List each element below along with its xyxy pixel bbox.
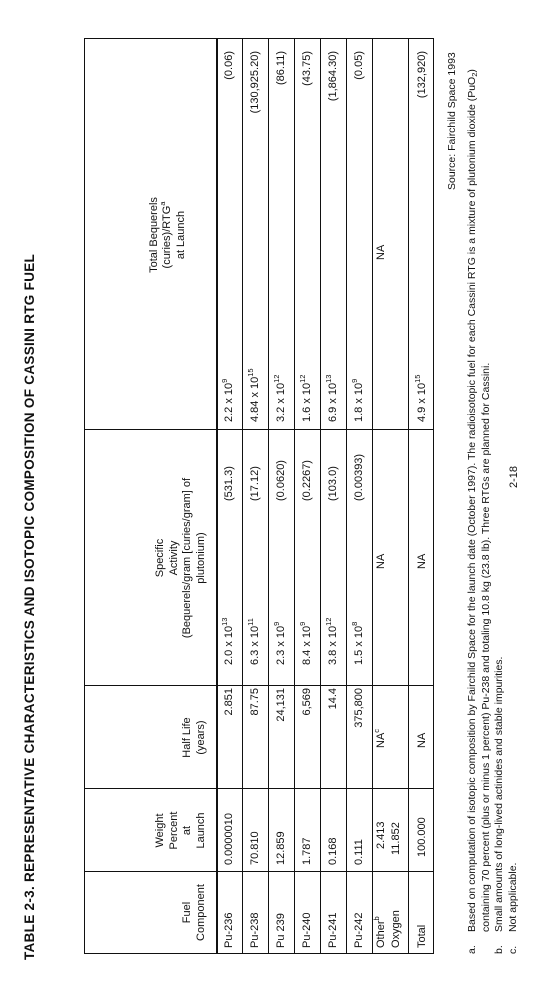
cell-text: 1.787	[301, 837, 313, 865]
total-curies-cell	[275, 51, 288, 85]
header-text: Specific	[154, 538, 166, 578]
header-text: Fuel	[181, 901, 193, 924]
cell-text: 0.0000010	[223, 813, 235, 865]
cell-text: 1.6 x 10	[301, 382, 313, 422]
header-divider	[216, 39, 218, 953]
specific-activity-cell	[246, 618, 262, 665]
total-curies-cell	[223, 51, 236, 80]
footnote-text: Based on computation of isotopic composition by Fairchild Space for the launch date (October 1997). The radioisotopic fuel for each Cassini RTG is a mixture of plutonium dioxide (PuO	[466, 76, 478, 932]
cell-text: 87.75	[249, 688, 261, 716]
total-bequerels-cell	[246, 368, 262, 422]
header-fuel-component	[85, 872, 216, 953]
header-text: Percent	[167, 811, 180, 850]
page-number: 2-18	[508, 465, 520, 488]
cell-text: (0.2267)	[301, 460, 313, 501]
cell-text: 14.4	[327, 688, 339, 710]
row-divider	[242, 39, 243, 953]
footnote-c	[507, 28, 521, 954]
activity-curies-cell	[327, 466, 340, 501]
half-life-cell	[249, 688, 262, 716]
exponent: 9	[350, 378, 359, 383]
fuel-component-cell	[301, 913, 314, 948]
other-activity: NA	[375, 553, 387, 569]
exponent: 12	[298, 374, 307, 383]
cell-text: (0.06)	[223, 51, 235, 80]
exponent: 9	[298, 621, 307, 626]
header-text: Total Bequerels	[147, 197, 160, 273]
weight-percent-cell	[353, 839, 366, 865]
cell-text: 24,131	[275, 688, 287, 722]
header-text: plutonium)	[194, 532, 207, 584]
total-curies-cell	[353, 51, 366, 80]
header-text: Activity	[167, 540, 180, 576]
header-text	[158, 201, 175, 269]
table-title: TABLE 2-3. REPRESENTATIVE CHARACTERISTICS AND ISOTOPIC COMPOSITION OF CASSINI RTG FUEL	[22, 253, 37, 960]
exponent: 9	[220, 378, 229, 383]
total-weight: 100.000	[416, 817, 428, 857]
weight-percent-cell	[249, 831, 262, 865]
half-life-cell	[275, 688, 288, 722]
weight-percent-cell	[275, 831, 288, 865]
cell-text: 70.810	[249, 831, 261, 865]
row-divider	[320, 39, 321, 953]
cell-text: Pu-240	[301, 912, 313, 948]
footnote-text: ) containing 70 percent (plus or minus 1 percent) Pu-238 and totaling 10.8 kg (23.8 lb). Three RTGs are planned for Cassini.	[466, 69, 492, 932]
total-activity: NA	[416, 553, 428, 569]
row-divider	[408, 39, 409, 953]
exponent: 9	[272, 621, 281, 626]
header-text: at Launch	[174, 210, 187, 260]
exponent: 15	[413, 374, 422, 383]
row-divider	[294, 39, 295, 953]
cell-text: (0.05)	[353, 51, 365, 80]
exponent: 11	[246, 618, 255, 626]
source-note: Source: Fairchild Space 1993	[446, 52, 458, 190]
footnote-marker: a	[158, 201, 167, 206]
fuel-component-cell	[249, 913, 262, 948]
fuel-component-cell	[275, 913, 288, 948]
cell-text: (1,864.30)	[327, 51, 339, 102]
cell-text: Other	[375, 920, 387, 948]
footnote-marker: a.	[466, 945, 478, 954]
exponent: 8	[350, 621, 359, 626]
header-half-life	[85, 686, 216, 789]
footnotes	[466, 28, 520, 954]
header-text: Half Life	[181, 717, 193, 758]
exponent: 13	[220, 617, 229, 626]
header-weight-percent	[85, 789, 216, 872]
cell-text: 4.84 x 10	[249, 376, 261, 422]
cell-text: 2.2 x 10	[223, 382, 235, 422]
cell-text: 12.859	[275, 831, 287, 865]
cell-text: (130,925.20)	[249, 51, 261, 114]
cell-text: Pu-242	[353, 912, 365, 948]
half-life-cell	[223, 688, 236, 716]
specific-activity-cell	[298, 621, 314, 665]
cell-text: 1.8 x 10	[353, 382, 365, 422]
cell-text: (531.3)	[223, 466, 235, 501]
exponent: 15	[246, 368, 255, 377]
cell-text: Pu-236	[223, 912, 235, 948]
cell-text: (0.0620)	[275, 460, 287, 501]
exponent: 12	[324, 617, 333, 626]
row-divider	[372, 39, 373, 953]
fuel-component-cell	[353, 913, 366, 948]
cell-text: (43.75)	[301, 51, 313, 86]
footnote-marker: c.	[506, 945, 519, 954]
total-half-life: NA	[416, 732, 428, 748]
total-bequerels-cell	[324, 374, 340, 422]
footnote-a	[466, 28, 493, 954]
other-weight: 2.413	[375, 821, 387, 849]
cell-text: 2.0 x 10	[223, 625, 235, 665]
header-text: Launch	[194, 812, 207, 849]
total-bequerels-cell	[350, 378, 366, 422]
header-total-bequerels	[85, 40, 216, 430]
header-text: (Bequerels/gram [curies/gram] of	[181, 477, 193, 639]
exponent: 12	[272, 374, 281, 383]
cell-text: 2.3 x 10	[275, 625, 287, 665]
activity-curies-cell	[223, 466, 236, 501]
other-total: NA	[375, 244, 387, 260]
total-bequerels-cell	[272, 374, 288, 422]
header-text: at	[181, 825, 193, 836]
cell-text: 3.2 x 10	[275, 382, 287, 422]
half-life-cell	[353, 688, 366, 728]
footnote-marker: c	[372, 728, 381, 733]
cell-text: 2.851	[223, 688, 235, 716]
cell-text: 4.9 x 10	[416, 382, 428, 422]
total-curies: (132,920)	[416, 51, 428, 99]
cell-text: 6,569	[301, 688, 313, 716]
other-half-life	[372, 728, 388, 748]
cell-text: Pu-241	[327, 912, 339, 948]
cell-text: 0.168	[327, 837, 339, 865]
weight-percent-cell	[301, 837, 314, 865]
cell-text: (0.00393)	[353, 453, 365, 501]
subscript: 2	[470, 72, 479, 77]
weight-percent-cell	[223, 813, 236, 865]
half-life-cell	[301, 688, 314, 716]
total-bequerels-cell	[298, 374, 314, 422]
activity-curies-cell	[301, 460, 314, 501]
weight-percent-cell	[327, 837, 340, 865]
total-curies-cell	[301, 51, 314, 86]
exponent: 13	[324, 374, 333, 383]
footnote-marker: b	[372, 916, 381, 921]
total-bequerels	[413, 374, 429, 422]
oxygen-fuel-label: Oxygen	[390, 910, 402, 948]
footnote-text: Small amounts of long-lived actinides and stable impurities.	[493, 656, 505, 932]
total-label: Total	[416, 924, 428, 948]
cell-text: 6.3 x 10	[249, 625, 261, 665]
half-life-cell	[327, 688, 340, 709]
total-curies-cell	[327, 51, 340, 101]
specific-activity-cell	[350, 621, 366, 665]
cell-text: (17.12)	[249, 466, 261, 501]
footnote-b	[493, 28, 507, 954]
cell-text: NA	[375, 732, 387, 748]
cell-text: Pu 239	[275, 913, 287, 948]
header-specific-activity	[85, 430, 216, 686]
cell-text: Pu-238	[249, 912, 261, 948]
oxygen-weight: 11.852	[390, 822, 402, 855]
cell-text: 0.111	[353, 839, 365, 865]
cell-text: 8.4 x 10	[301, 625, 313, 665]
cell-text: 375,800	[353, 688, 365, 728]
cell-text: 3.8 x 10	[327, 625, 339, 665]
footnote-text: Not applicable.	[506, 862, 519, 932]
cell-text: (86.11)	[275, 51, 287, 86]
row-divider	[346, 39, 347, 953]
specific-activity-cell	[272, 621, 288, 665]
cell-text: (103.0)	[327, 466, 339, 501]
other-fuel-label	[372, 916, 388, 948]
activity-curies-cell	[353, 454, 366, 501]
total-curies-cell	[249, 51, 262, 113]
specific-activity-cell	[220, 617, 236, 665]
cell-text: 6.9 x 10	[327, 382, 339, 422]
fuel-component-cell	[327, 913, 340, 948]
activity-curies-cell	[275, 460, 288, 501]
header-text: Weight	[154, 813, 166, 848]
footnote-marker: b.	[493, 945, 505, 954]
header-text: Component	[194, 884, 207, 941]
row-divider	[268, 39, 269, 953]
specific-activity-cell	[324, 617, 340, 665]
cell-text: 1.5 x 10	[353, 625, 365, 665]
total-bequerels-cell	[220, 378, 236, 422]
fuel-composition-table	[84, 38, 434, 954]
activity-curies-cell	[249, 466, 262, 501]
header-text: (years)	[194, 720, 207, 755]
fuel-component-cell	[223, 913, 236, 948]
header-text-part: (curies)/RTG	[161, 205, 173, 269]
